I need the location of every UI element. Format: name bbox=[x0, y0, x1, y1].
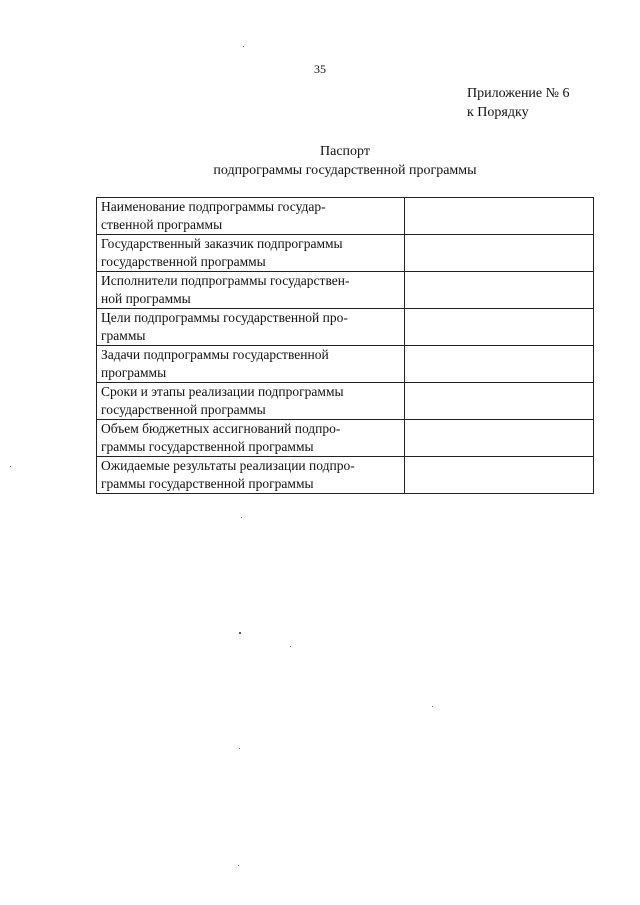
row-label-line: программы bbox=[101, 364, 167, 380]
row-label-line: ственной программы bbox=[101, 216, 223, 232]
scan-speck bbox=[290, 646, 291, 647]
appendix-note bbox=[467, 84, 570, 122]
scan-speck bbox=[243, 46, 244, 47]
row-value bbox=[405, 457, 594, 494]
row-label-line: государственной программы bbox=[101, 253, 266, 269]
row-value bbox=[405, 309, 594, 346]
row-label-line: граммы государственной программы bbox=[101, 438, 314, 454]
row-label-line: Цели подпрограммы государственной про- bbox=[101, 310, 348, 325]
row-label-line: Наименование подпрограммы государ- bbox=[101, 199, 326, 214]
row-value bbox=[405, 420, 594, 457]
row-label-line: Задачи подпрограммы государственной bbox=[101, 347, 329, 362]
row-label bbox=[97, 235, 405, 272]
scan-speck bbox=[10, 466, 11, 467]
passport-table bbox=[96, 197, 594, 494]
appendix-line-2: к Порядку bbox=[467, 105, 529, 120]
row-value bbox=[405, 346, 594, 383]
table-row bbox=[97, 420, 594, 457]
scan-speck bbox=[238, 865, 239, 866]
scan-speck bbox=[241, 517, 242, 518]
row-label-line: Государственный заказчик подпрограммы bbox=[101, 236, 343, 251]
table-row bbox=[97, 346, 594, 383]
page-number: 35 bbox=[314, 62, 326, 76]
row-value bbox=[405, 198, 594, 235]
table-row bbox=[97, 457, 594, 494]
appendix-line-1: Приложение № 6 bbox=[467, 86, 570, 101]
table-row bbox=[97, 309, 594, 346]
row-label-line: Объем бюджетных ассигнований подпро- bbox=[101, 421, 341, 436]
title-line-2: подпрограммы государственной программы bbox=[213, 163, 477, 178]
row-label-line: Сроки и этапы реализации подпрограммы bbox=[101, 384, 344, 399]
document-title bbox=[0, 142, 640, 180]
scan-speck bbox=[432, 706, 433, 707]
scan-speck bbox=[239, 632, 241, 634]
row-label bbox=[97, 198, 405, 235]
row-label-line: ной программы bbox=[101, 290, 191, 306]
row-label bbox=[97, 383, 405, 420]
scan-speck bbox=[239, 748, 240, 749]
row-value bbox=[405, 272, 594, 309]
row-label bbox=[97, 457, 405, 494]
row-label-line: граммы bbox=[101, 327, 146, 343]
table-row bbox=[97, 383, 594, 420]
table-row bbox=[97, 235, 594, 272]
row-label bbox=[97, 309, 405, 346]
row-label bbox=[97, 272, 405, 309]
row-label-line: граммы государственной программы bbox=[101, 475, 314, 491]
table-row bbox=[97, 272, 594, 309]
row-label-line: государственной программы bbox=[101, 401, 266, 417]
row-label-line: Исполнители подпрограммы государствен- bbox=[101, 273, 350, 288]
table-row bbox=[97, 198, 594, 235]
row-label bbox=[97, 420, 405, 457]
row-value bbox=[405, 235, 594, 272]
row-label bbox=[97, 346, 405, 383]
row-label-line: Ожидаемые результаты реализации подпро- bbox=[101, 458, 355, 473]
row-value bbox=[405, 383, 594, 420]
title-line-1: Паспорт bbox=[320, 144, 370, 159]
